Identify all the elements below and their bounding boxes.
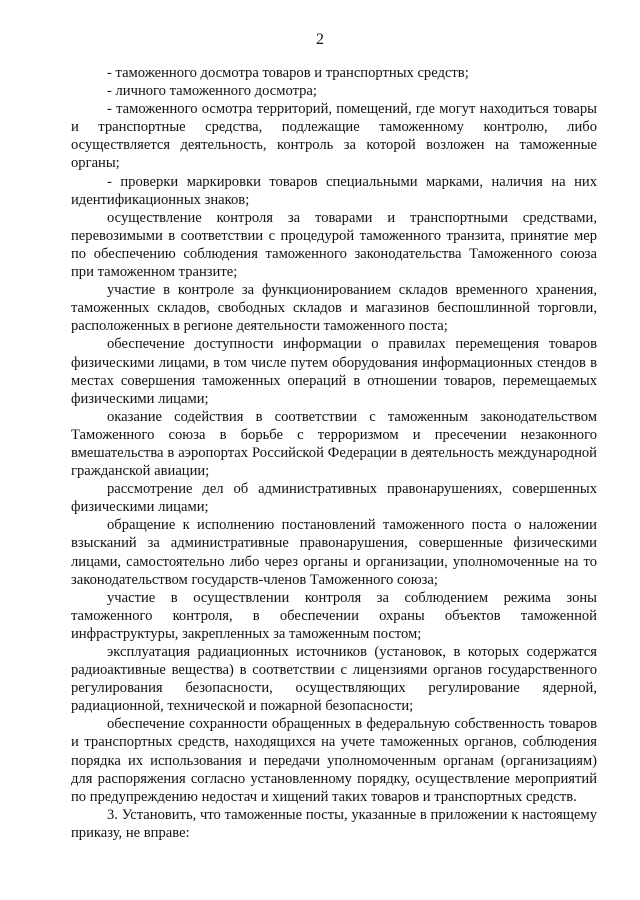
list-item-personal-inspection: - личного таможенного досмотра; (107, 83, 317, 100)
page-number: 2 (316, 31, 324, 48)
paragraph-warehouse-control: участие в контроле за функционированием складов временного хранения, таможенных складов, свободных складов и магазинов беспошлинной торговли, расположенных в регионе деятельности таможенного поста; (71, 282, 597, 335)
paragraph-administrative-cases: рассмотрение дел об административных правонарушениях, совершенных физическими лицами; (71, 481, 597, 516)
paragraph-radiation-sources: эксплуатация радиационных источников (установок, в которых содержатся радиоактивные вещества) в соответствии с лицензиями органов государственного регулирования безопасности, осуществляющих регулирование ядерной, радиационной, технической и пожарной безопасности; (71, 644, 597, 715)
paragraph-control-zone: участие в осуществлении контроля за соблюдением режима зоны таможенного контроля, в обеспечении охраны объектов таможенной инфраструктуры, закрепленных за таможенным постом; (71, 589, 597, 642)
paragraph-information-access: обеспечение доступности информации о правилах перемещения товаров физическими лицами, в том числе путем оборудования информационных стендов в местах совершения таможенных операций в отношении товаров, перемещаемых физическими лицами; (71, 336, 597, 407)
paragraph-property-safekeeping: обеспечение сохранности обращенных в федеральную собственность товаров и транспортных средств, находящихся на учете таможенных органов, соблюдения порядка их использования и передачи уполномоченным органам (организациям) для распоряжения согласно установленному порядку, осуществление мероприятий по предупреждению недостач и хищений таких товаров и транспортных средств. (71, 716, 597, 805)
document-body (71, 64, 597, 842)
paragraph-clause-3: 3. Установить, что таможенные посты, указанные в приложении к настоящему приказу, не вправе: (71, 806, 597, 841)
paragraph-anti-terrorism: оказание содействия в соответствии с таможенным законодательством Таможенного союза в борьбе с терроризмом и пресечении незаконного вмешательства в аэропортах Российской Федерации в деятельность международной гражданской авиации; (71, 408, 597, 480)
paragraph-transit-control: осуществление контроля за товарами и транспортными средствами, перевозимыми в соответствии с процедурой таможенного транзита, принятие мер по обеспечению соблюдения таможенного законодательства Таможенного союза при таможенном транзите; (71, 209, 597, 281)
list-item-customs-inspection: - таможенного досмотра товаров и транспортных средств; (107, 65, 469, 81)
list-item-territory-inspection: - таможенного осмотра территорий, помещений, где могут находиться товары и транспортные средства, подлежащие таможенному контролю, либо осуществляется деятельность, контроль за которой возложен на таможенные органы; (71, 101, 597, 172)
list-item-marking-check: - проверки маркировки товаров специальными марками, наличия на них идентификационных знаков; (71, 173, 597, 208)
paragraph-enforcement: обращение к исполнению постановлений таможенного поста о наложении взысканий за административные правонарушения, совершенные физическими лицами, самостоятельно либо через органы и организации, уполномоченные на то законодательством государств-членов Таможенного союза; (71, 517, 597, 588)
